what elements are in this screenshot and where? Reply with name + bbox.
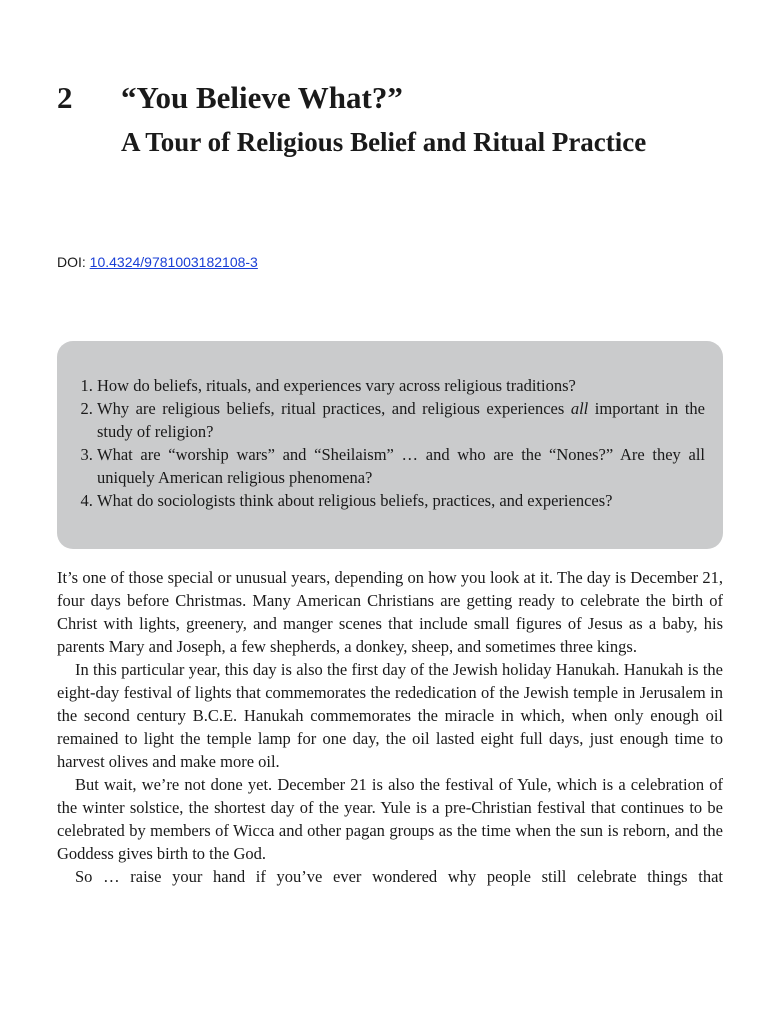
doi-line bbox=[57, 254, 258, 270]
chapter-questions-box bbox=[57, 341, 723, 549]
question-2-text-after: important in the study of religion? bbox=[97, 399, 705, 441]
question-item-1: 1. How do beliefs, rituals, and experiences vary across religious traditions? bbox=[97, 374, 705, 397]
body-paragraph-3: But wait, we’re not done yet. December 21 is also the festival of Yule, which is a celebration of the winter solstice, the shortest day of the year. Yule is a pre-Christian festival that continues to be celebrated by members of Wicca and other pagan groups as the time when the sun is reborn, and the Goddess gives birth to the God. bbox=[57, 775, 723, 863]
body-text bbox=[57, 566, 723, 888]
chapter-number: 2 bbox=[57, 80, 73, 115]
doi-label: DOI: bbox=[57, 254, 90, 270]
question-item-3: 3. What are “worship wars” and “Sheilaism” … and who are the “Nones?” Are they all uniquely American religious phenomena? bbox=[97, 443, 705, 489]
chapter-title: “You Believe What?” bbox=[121, 80, 403, 115]
body-paragraph-1: It’s one of those special or unusual years, depending on how you look at it. The day is December 21, four days before Christmas. Many American Christians are getting ready to celebrate the birth of Christ with lights, greenery, and manger scenes that include small figures of Jesus as a baby, his parents Mary and Joseph, a few shepherds, a donkey, sheep, and sometimes three kings. bbox=[57, 568, 723, 656]
chapter-subtitle: A Tour of Religious Belief and Ritual Practice bbox=[121, 127, 647, 157]
chapter-questions-list bbox=[57, 374, 705, 512]
question-item-4: 4. What do sociologists think about religious beliefs, practices, and experiences? bbox=[97, 489, 705, 512]
question-2-emphasis: all bbox=[570, 399, 589, 418]
question-2-text-before: Why are religious beliefs, ritual practices, and religious experiences bbox=[97, 399, 571, 418]
body-paragraph-4: So … raise your hand if you’ve ever wondered why people still celebrate things that bbox=[75, 867, 723, 886]
doi-link[interactable]: 10.4324/9781003182108-3 bbox=[89, 254, 258, 270]
body-paragraph-2: In this particular year, this day is also the first day of the Jewish holiday Hanukah. Hanukah is the eight-day festival of lights that commemorates the rededication of the Jewish temple in Jerusalem in the second century B.C.E. Hanukah commemorates the miracle in which, when only enough oil remained to light the temple lamp for one day, the oil lasted eight full days, just enough time to harvest olives and make more oil. bbox=[57, 660, 723, 771]
question-item-2 bbox=[97, 397, 705, 443]
